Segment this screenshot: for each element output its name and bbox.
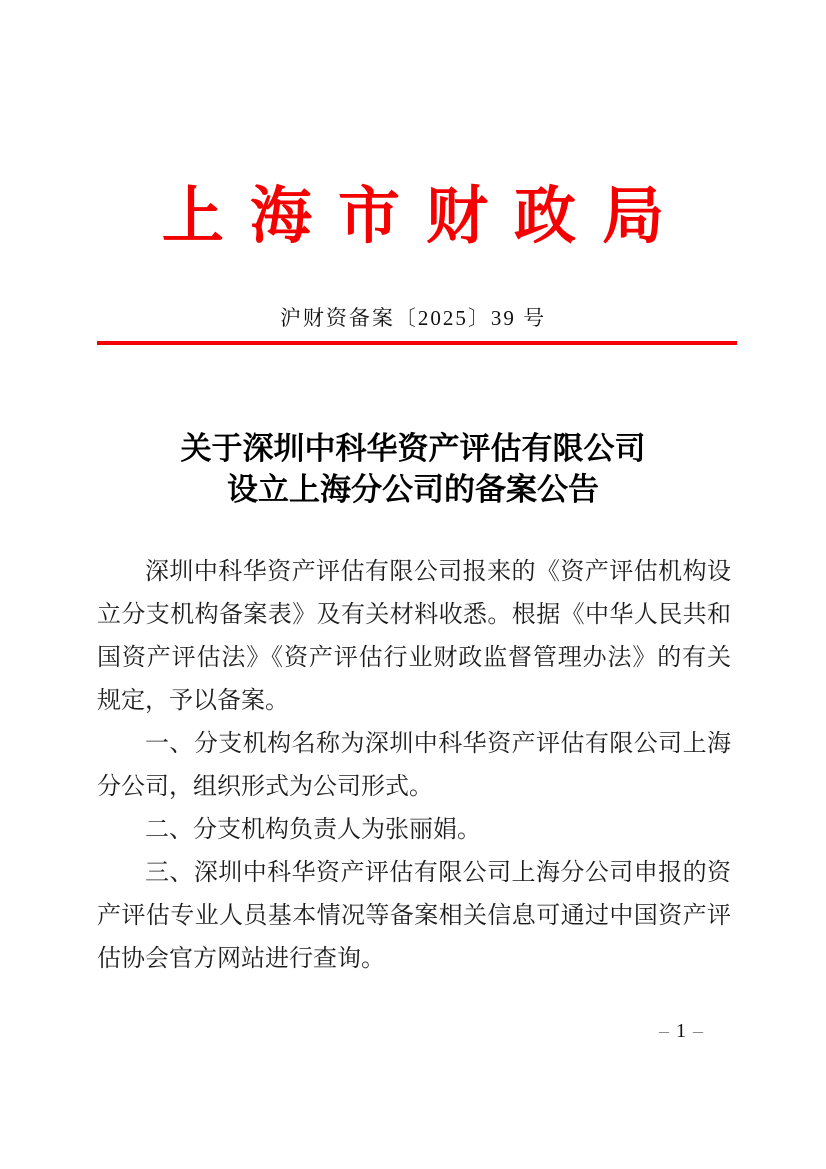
paragraph-item-3: 三、深圳中科华资产评估有限公司上海分公司申报的资产评估专业人员基本情况等备案相关信息可通过中国资产评估协会官方网站进行查询。 [97,860,731,972]
notice-title-line2: 设立上海分公司的备案公告 [227,472,599,507]
agency-title: 上海市财政局 [161,183,691,251]
notice-title-line1: 关于深圳中科华资产评估有限公司 [180,431,646,466]
paragraph-item-2: 二、分支机构负责人为张丽娟。 [145,817,481,843]
paragraph-intro: 深圳中科华资产评估有限公司报来的《资产评估机构设立分支机构备案表》及有关材料收悉。根据《中华人民共和国资产评估法》《资产评估行业财政监督管理办法》的有关规定，予以备案。 [97,559,731,714]
red-divider-rule [97,341,737,345]
notice-title [0,428,826,510]
notice-body [97,551,731,981]
page-number-dash-left: – [659,1020,669,1042]
doc-number: 沪财资备案〔2025〕39 号 [279,306,547,330]
page-number [652,1020,710,1043]
page-number-value: 1 [676,1020,686,1042]
page-number-dash-right: – [693,1020,703,1042]
paragraph-item-1: 一、分支机构名称为深圳中科华资产评估有限公司上海分公司，组织形式为公司形式。 [97,731,731,800]
